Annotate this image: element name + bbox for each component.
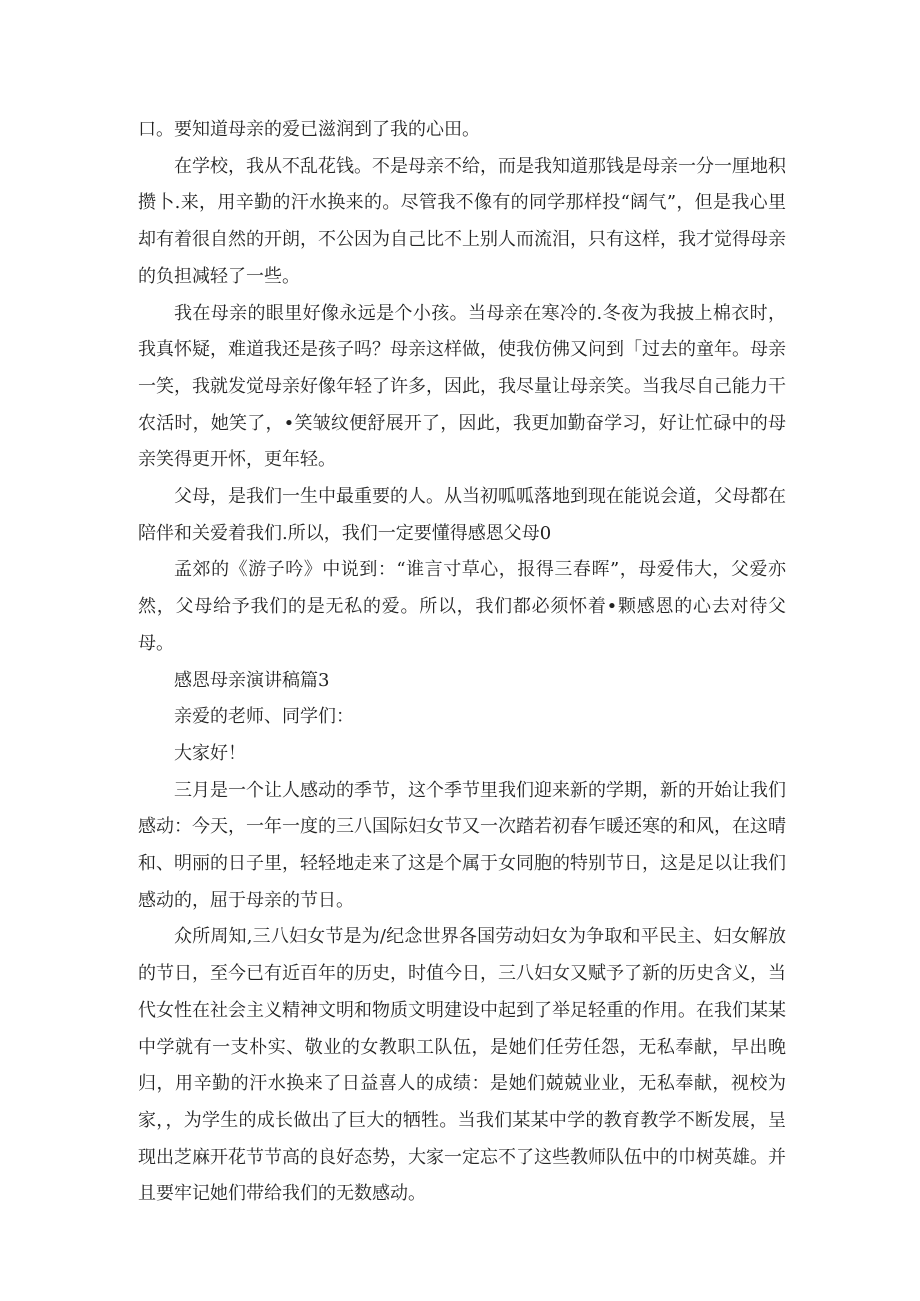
greeting: 大家好！ bbox=[174, 742, 246, 764]
paragraph-school-spending: 在学校，我从不乱花钱。不是母亲不给，而是我知道那钱是母亲一分一厘地积攒卜.来，用辛勤的汗水换来的。尽管我不像有的同学那样投“阔气”，但是我心里却有着很自然的开朗，不公因为自己比不上别人而流泪，只有这样，我才觉得母亲的负担减轻了一些。 bbox=[138, 155, 786, 287]
paragraph-mother-eyes: 我在母亲的眼里好像永远是个小孩。当母亲在寒冷的.冬夜为我披上棉衣时，我真怀疑，难道我还是孩子吗？母亲这样做，使我仿佛又问到「过去的童年。母亲一笑，我就发觉母亲好像年轻了许多，因此，我尽量让母亲笑。当我尽自己能力干农活时，她笑了，•笑皱纹便舒展开了，因此，我更加勤奋学习，好让忙碌中的母亲笑得更开怀，更年轻。 bbox=[138, 302, 786, 471]
paragraph-parents-important: 父母，是我们一生中最重要的人。从当初呱呱落地到现在能说会道，父母都在陪伴和关爱着我们.所以，我们一定要懂得感恩父母0 bbox=[138, 486, 786, 544]
paragraph-youziyin: 孟郊的《游子吟》中说到：“谁言寸草心，报得三春晖”，母爱伟大，父爱亦然，父母给予我们的是无私的爱。所以，我们都必须怀着•颗感恩的心去对待父母。 bbox=[138, 559, 786, 654]
salutation: 亲爱的老师、同学们： bbox=[174, 706, 354, 728]
paragraph-continuation: 口。要知道母亲的爱已滋润到了我的心田。 bbox=[138, 119, 480, 140]
paragraph-womens-day: 众所周知,三八妇女节是为/纪念世界各国劳动妇女为争取和平民主、妇女解放的节日，至今已有近百年的历史，时值今日，三八妇女又赋予了新的历史含义，当代女性在社会主义精神文明和物质文明建设中起到了举足轻重的作用。在我们某某中学就有一支朴实、敬业的女教职工队伍，是她们任劳任怨，无私奉献，早出晚归，用辛勤的汗水换来了日益喜人的成绩：是她们兢兢业业，无私奉献，视校为家，，为学生的成长做出了巨大的牺牲。当我们某某中学的教育教学不断发展，呈现出芝麻开花节节高的良好态势，大家一定忘不了这些教师队伍中的巾树英雄。并且要牢记她们带给我们的无数感动。 bbox=[138, 926, 786, 1205]
paragraph-march: 三月是一个让人感动的季节，这个季节里我们迎来新的学期，新的开始让我们感动：今天，一年一度的三八国际妇女节又一次踏若初春乍暖还寒的和风，在这晴和、明丽的日子里，轻轻地走来了这是个属于女同胞的特别节日，这是足以让我们感动的，屈于母亲的节日。 bbox=[138, 779, 786, 911]
document-body bbox=[138, 112, 786, 1213]
section-heading: 感恩母亲演讲稿篇3 bbox=[174, 669, 330, 691]
